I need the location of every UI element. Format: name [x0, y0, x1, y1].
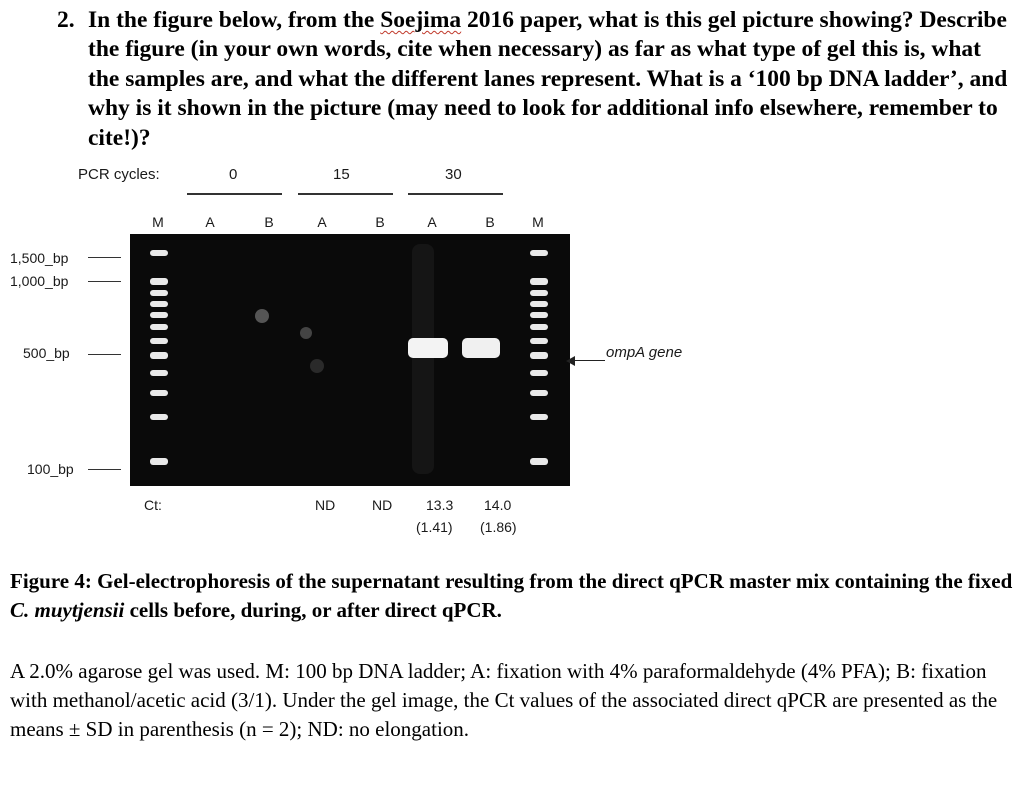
ladder-band	[150, 278, 168, 285]
ladder-band	[150, 370, 168, 376]
lane-label-m2: M	[532, 214, 544, 230]
marker-500-tick	[88, 354, 121, 355]
ladder-band	[530, 370, 548, 376]
question-number: 2.	[57, 7, 75, 33]
lane-label-b2: B	[375, 214, 385, 230]
ct-value-b2: ND	[372, 497, 393, 513]
ladder-band	[530, 250, 548, 256]
cycle-30-label: 30	[445, 166, 462, 183]
figure-description: A 2.0% agarose gel was used. M: 100 bp DNA ladder; A: fixation with 4% paraformaldehyde (4% PFA); B: fixation with methanol/acetic acid (3/1). Under the gel image, the Ct values of the associated direct qPCR are presented as the means ± SD in parenthesis (n = 2); ND: no elongation.	[10, 659, 998, 741]
ladder-band	[530, 352, 548, 359]
lane-a3-smear	[412, 244, 434, 474]
lane-a2-spot	[300, 327, 312, 339]
marker-1500: 1,500_bp	[10, 250, 69, 266]
author-name: Soejima	[380, 7, 462, 33]
ompa-arrow-line	[573, 360, 605, 361]
lane-label-a3: A	[427, 214, 437, 230]
marker-100-tick	[88, 469, 121, 470]
ladder-band	[530, 324, 548, 330]
ladder-band	[530, 390, 548, 396]
lane-label-b3: B	[485, 214, 495, 230]
cycle-15-label: 15	[333, 166, 350, 183]
ladder-band	[150, 301, 168, 307]
pcr-cycles-label: PCR cycles:	[78, 166, 160, 183]
gel-image	[130, 234, 570, 486]
marker-500: 500_bp	[23, 345, 70, 361]
ladder-band	[530, 301, 548, 307]
ompa-band-b3	[462, 338, 500, 358]
ladder-band	[150, 390, 168, 396]
ladder-band	[150, 458, 168, 465]
ladder-band	[530, 278, 548, 285]
ompa-gene-label	[606, 344, 682, 361]
question-text	[88, 6, 1013, 153]
lane-label-a1: A	[205, 214, 215, 230]
marker-1000: 1,000_bp	[10, 273, 69, 289]
ladder-band	[150, 250, 168, 256]
cycle-30-bracket	[408, 193, 503, 195]
marker-1000-tick	[88, 281, 121, 282]
caption-species: C. muytjensii	[10, 598, 125, 622]
ladder-band	[530, 312, 548, 318]
marker-100: 100_bp	[27, 461, 74, 477]
caption-part2: cells before, during, or after direct qPCR.	[124, 598, 502, 622]
lane-label-a2: A	[317, 214, 327, 230]
marker-1500-tick	[88, 257, 121, 258]
caption-part1: Figure 4: Gel-electrophoresis of the supernatant resulting from the direct qPCR master mix containing the fixed	[10, 569, 1013, 593]
ladder-band	[150, 352, 168, 359]
ct-value-a2: ND	[315, 497, 336, 513]
ladder-band	[150, 338, 168, 344]
ladder-band	[530, 458, 548, 465]
ladder-band	[150, 312, 168, 318]
lane-label-m1: M	[152, 214, 164, 230]
ladder-band	[530, 338, 548, 344]
question-rest: 2016 paper, what is this gel picture showing? Describe the figure (in your own words, cite when necessary) as far as what type of gel this is, what the samples are, and what the different lanes represent. What is a ‘100 bp DNA ladder’, and why is it shown in the picture (may need to look for additional info elsewhere, remember to cite!)?	[88, 7, 1008, 151]
ladder-band	[150, 414, 168, 420]
ct-value-b3: 14.0	[484, 497, 512, 513]
question-prefix: In the figure below, from the	[88, 7, 381, 33]
ct-label: Ct:	[144, 497, 162, 513]
ct-sd-b3: (1.86)	[480, 519, 517, 535]
ladder-band	[150, 324, 168, 330]
cycle-15-bracket	[298, 193, 393, 195]
lane-b1-spot	[255, 309, 269, 323]
ct-value-a3: 13.3	[426, 497, 454, 513]
ompa-band-a3	[408, 338, 448, 358]
cycle-0-label: 0	[229, 166, 238, 183]
ladder-band	[530, 290, 548, 296]
cycle-0-bracket	[187, 193, 282, 195]
lane-a2-haze	[310, 359, 324, 373]
ladder-band	[150, 290, 168, 296]
ct-sd-a3: (1.41)	[416, 519, 453, 535]
figure-caption	[10, 567, 1015, 625]
lane-label-b1: B	[264, 214, 274, 230]
ompa-gene-text: ompA gene	[606, 344, 683, 361]
ladder-band	[530, 414, 548, 420]
